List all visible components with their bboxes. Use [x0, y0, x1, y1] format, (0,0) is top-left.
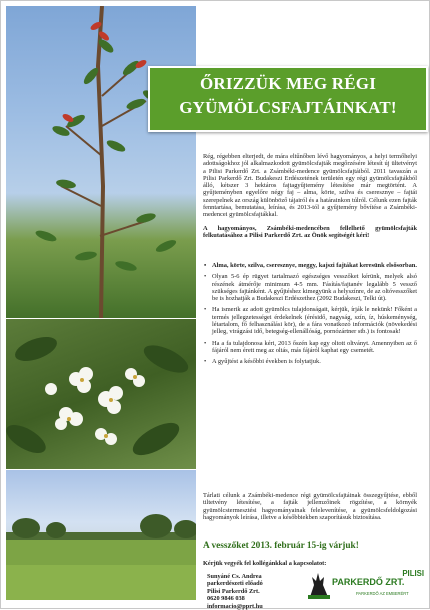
meadow-illustration	[6, 470, 196, 600]
list-item: • Ha ismerik az adott gyümölcs tulajdonságait, kérjük, írják le nekünk! Főként a termés jellegzetességei érdekelnek (érésidő, nagyság, szín, íz, húskeménység, létartalom, fő felhasználási kör), de a fára vonatkozó információk (növekedési jelleg, virágzási idő, betegség-ellenállóság, pornózártner stb.) is fontosak!	[203, 306, 417, 335]
contact-org: Pilisi Parkerdő Zrt.	[207, 587, 260, 595]
request-list	[203, 262, 417, 370]
list-item: • Olyan 5-6 ép rügyet tartalmazó egészséges vesszőket kérünk, melyek alsó részének átmérője minimum 4-5 mm. Fásítás/fajtanév legalább 5 vessző szükséges fajtánként. A gyűjtéshez kimegyünk a helyszínre, de az oltóvesszőket be is hozhatják a Budakeszi Erdészethez (2092 Budakeszi, Telki út).	[203, 273, 417, 302]
contact-email[interactable]: informacio@pprt.hu	[207, 602, 263, 610]
title-line-2: GYÜMÖLCSFAJTÁINKAT!	[179, 98, 397, 117]
contact-phone: 0620 9846 038	[207, 595, 245, 603]
contact-role: parkerdészeti előadó	[207, 580, 263, 588]
blossom-illustration	[6, 319, 196, 469]
meadow-photo	[6, 470, 196, 600]
program-paragraph: A hagyományos, Zsámbéki-medencében fellelhető gyümölcsfajták felkutatásához a Pilisi Parkerdő Zrt. az Önök segítségét kéri!	[203, 225, 417, 240]
goal-paragraph: Tárlati célunk a Zsámbéki-medence régi gyümölcsfajtáinak összegyűjtése, ebből tiltetvény létesítése, a fajták jellemzőinek rögzítése, a környék gyümölcstermesztési hagyományainak felelevenítése, a gyümölcsfeldolgozási hagyományok leírása, illetve a későbbiekben szaporításuk biztosítása.	[203, 492, 417, 521]
fruit-tree-illustration	[6, 6, 196, 318]
list-item: • Alma, körte, szilva, cseresznye, meggy, kajszi fajtákat keresünk elsősorban.	[203, 262, 417, 269]
logo-tagline: PARKERDŐ AZ EMBERÉRT	[356, 591, 409, 596]
fruit-tree-photo	[6, 6, 196, 318]
title-banner	[148, 66, 428, 132]
list-item: • Ha a fa tulajdonosa kéri, 2013 őszén kap egy oltott oltványt. Amennyiben az ő fájáról nem érett meg az oltás, más fájáról kaphat egy csemetét.	[203, 340, 417, 355]
logo-line-2: PARKERDŐ ZRT.	[332, 577, 405, 587]
deadline-headline: A vesszőket 2013. február 15-ig várjuk!	[203, 541, 359, 551]
title-line-1: ŐRIZZÜK MEG RÉGI	[199, 74, 377, 93]
blossom-photo	[6, 319, 196, 469]
contact-block	[207, 573, 263, 610]
deer-logo-icon	[306, 567, 332, 601]
logo-text	[332, 570, 424, 586]
logo-line-1: PILISI	[402, 569, 424, 578]
contact-name: Sunyáné Cs. Andrea	[207, 573, 262, 580]
list-item: • A gyűjtést a későbbi években is folytatjuk.	[203, 358, 417, 365]
intro-paragraph: Rég, régebben elterjedt, de mára eltűnőben lévő hagyományos, a helyi termőhelyi adottságokhoz jól alkalmazkodott gyümölcsfajták megőrzésére létesít új ültetvényt a Pilisi Parkerdő Zrt. a Zsámbéki-medence gyümölcsfajtáiból. 2011 tavaszán a Pilisi Parkerdő Zrt. Budakeszi Erdészetének területén egy régi gyümölcsfajtákból álló, kétszer 3 hektáros fajtagyűjtemény létesítése már megtörtént. A gyűjteményben egyelőre négy faj – alma, körte, szilva és cseresznye – fajtái szerepelnek az ország különböző tájairól és a határainkon túlról. Célunk ezen fajták fenntartása, bemutatása, leírása, és 2013-tól a gyűjtemény bővítése a Zsámbéki-medencei gyümölcsfajtákkal.	[203, 153, 417, 219]
contact-heading: Kérjük vegyék fel kollégánkkal a kapcsolatot:	[203, 560, 327, 567]
pilisi-parkerdo-logo	[306, 565, 424, 603]
